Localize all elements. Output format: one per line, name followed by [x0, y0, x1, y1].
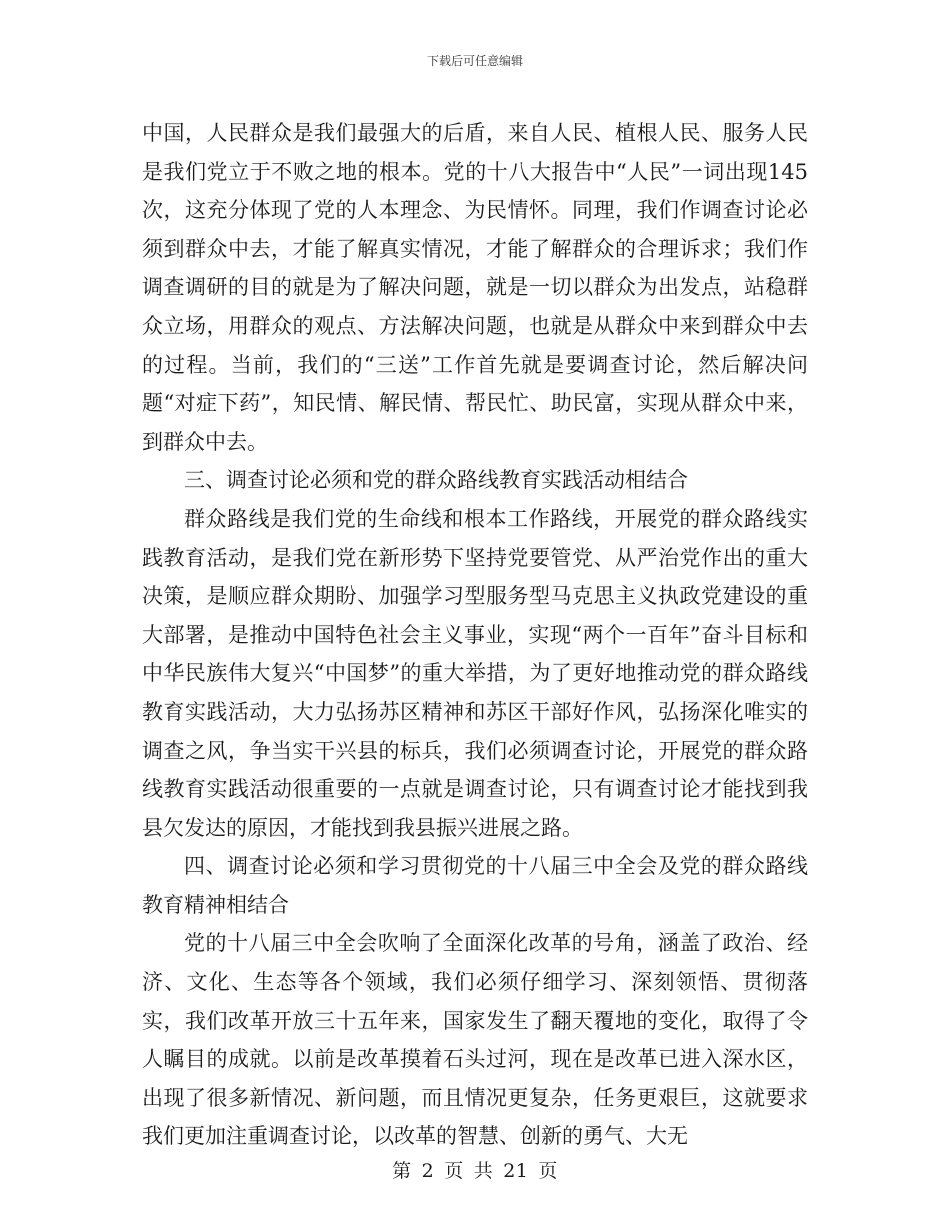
page-header-note: 下载后可任意编辑 — [426, 54, 523, 68]
page-total: 21 — [503, 1160, 529, 1182]
section-heading-3: 三、调查讨论必须和党的群众路线教育实践活动相结合 — [184, 468, 688, 493]
document-body — [142, 114, 808, 1156]
paragraph-3: 党的十八届三中全会吹响了全面深化改革的号角，涵盖了政治、经济、文化、生态等各个领域，我们必须仔细学习、深刻领悟、贯彻落实，我们改革开放三十五年来，国家发生了翻天覆地的变化，取得了令人瞩目的成就。以前是改革摸着石头过河，现在是改革已进入深水区，出现了很多新情况、新问题，而且情况更复杂，任务更艰巨，这就要求我们更加注重调查讨论，以改革的智慧、创新的勇气、大无 — [142, 931, 808, 1149]
page-prefix: 第 — [392, 1160, 412, 1182]
page-current: 2 — [421, 1160, 435, 1182]
page-label: 页 — [444, 1160, 464, 1182]
page-number-footer — [0, 1156, 950, 1183]
paragraph-2: 群众路线是我们党的生命线和根本工作路线，开展党的群众路线实践教育活动，是我们党在新形势下坚持党要管党、从严治党作出的重大决策，是顺应群众期盼、加强学习型服务型马克思主义执政党建设的重大部署，是推动中国特色社会主义事业，实现“两个一百年”奋斗目标和中华民族伟大复兴“中国梦”的重大举措，为了更好地推动党的群众路线教育实践活动，大力弘扬苏区精神和苏区干部好作风，弘扬深化唯实的调查之风，争当实干兴县的标兵，我们必须调查讨论，开展党的群众路线教育实践活动很重要的一点就是调查讨论，只有调查讨论才能找到我县欠发达的原因，才能找到我县振兴进展之路。 — [142, 506, 808, 840]
page-suffix: 页 — [538, 1160, 558, 1182]
page-total-label: 共 — [473, 1160, 494, 1182]
paragraph-1: 中国，人民群众是我们最强大的后盾，来自人民、植根人民、服务人民是我们党立于不败之地的根本。党的十八大报告中“人民”一词出现145次，这充分体现了党的人本理念、为民情怀。同理，我们作调查讨论必须到群众中去，才能了解真实情况，才能了解群众的合理诉求；我们作调查调研的目的就是为了解决问题，就是一切以群众为出发点，站稳群众立场，用群众的观点、方法解决问题，也就是从群众中来到群众中去的过程。当前，我们的“三送”工作首先就是要调查讨论，然后解决问题“对症下药”，知民情、解民情、帮民忙、助民富，实现从群众中来，到群众中去。 — [142, 121, 808, 454]
section-heading-4: 四、调查讨论必须和学习贯彻党的十八届三中全会及党的群众路线教育精神相结合 — [142, 854, 808, 917]
